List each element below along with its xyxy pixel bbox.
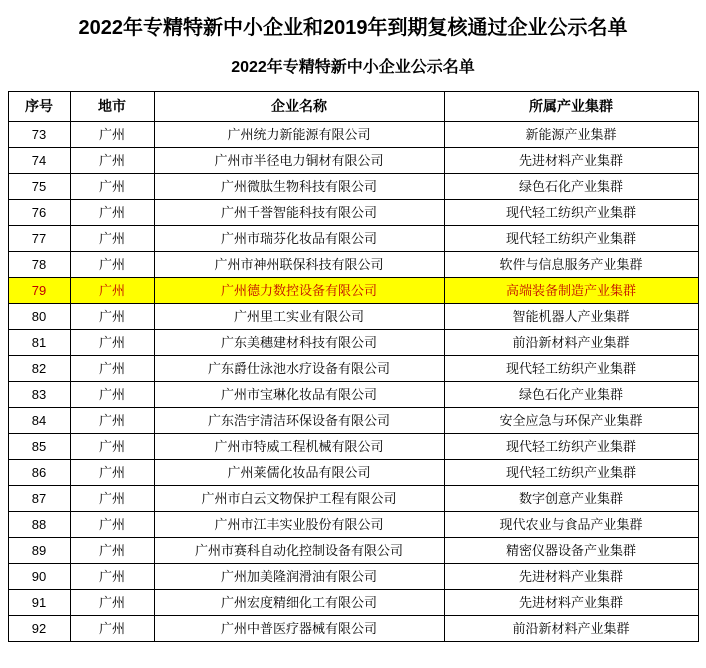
cell-enterprise-name: 广州德力数控设备有限公司 (154, 278, 444, 304)
cell-cluster: 现代轻工纺织产业集群 (444, 356, 698, 382)
cell-cluster: 现代农业与食品产业集群 (444, 512, 698, 538)
cell-enterprise-name: 广州里工实业有限公司 (154, 304, 444, 330)
cell-no: 79 (8, 278, 70, 304)
cell-city: 广州 (70, 564, 154, 590)
cell-no: 85 (8, 434, 70, 460)
cell-city: 广州 (70, 330, 154, 356)
cell-city: 广州 (70, 590, 154, 616)
cell-city: 广州 (70, 122, 154, 148)
cell-cluster: 先进材料产业集群 (444, 148, 698, 174)
table-row (8, 356, 698, 382)
cell-no: 82 (8, 356, 70, 382)
cell-enterprise-name: 广州中普医疗器械有限公司 (154, 616, 444, 642)
cell-enterprise-name: 广东爵仕泳池水疗设备有限公司 (154, 356, 444, 382)
cell-city: 广州 (70, 538, 154, 564)
cell-cluster: 现代轻工纺织产业集群 (444, 226, 698, 252)
cell-cluster: 前沿新材料产业集群 (444, 330, 698, 356)
cell-enterprise-name: 广东浩宇清洁环保设备有限公司 (154, 408, 444, 434)
cell-no: 86 (8, 460, 70, 486)
cell-city: 广州 (70, 616, 154, 642)
table-row (8, 590, 698, 616)
cell-cluster: 现代轻工纺织产业集群 (444, 434, 698, 460)
table-row (8, 408, 698, 434)
cell-no: 75 (8, 174, 70, 200)
cell-city: 广州 (70, 252, 154, 278)
table-row (8, 382, 698, 408)
cell-no: 76 (8, 200, 70, 226)
cell-cluster: 绿色石化产业集群 (444, 174, 698, 200)
table-row (8, 278, 698, 304)
table-row (8, 252, 698, 278)
cell-cluster: 先进材料产业集群 (444, 564, 698, 590)
table-header-row (8, 92, 698, 122)
cell-enterprise-name: 广州市赛科自动化控制设备有限公司 (154, 538, 444, 564)
cell-no: 80 (8, 304, 70, 330)
cell-cluster: 智能机器人产业集群 (444, 304, 698, 330)
cell-enterprise-name: 广州市宝琳化妆品有限公司 (154, 382, 444, 408)
document-subtitle: 2022年专精特新中小企业公示名单 (231, 59, 475, 76)
cell-cluster: 安全应急与环保产业集群 (444, 408, 698, 434)
table-row (8, 226, 698, 252)
cell-cluster: 精密仪器设备产业集群 (444, 538, 698, 564)
column-header-name: 企业名称 (154, 92, 444, 122)
cell-no: 88 (8, 512, 70, 538)
cell-city: 广州 (70, 408, 154, 434)
cell-enterprise-name: 广州市瑞芬化妆品有限公司 (154, 226, 444, 252)
cell-enterprise-name: 广东美穗建材科技有限公司 (154, 330, 444, 356)
cell-no: 81 (8, 330, 70, 356)
cell-enterprise-name: 广州市半径电力铜材有限公司 (154, 148, 444, 174)
cell-city: 广州 (70, 486, 154, 512)
cell-cluster: 数字创意产业集群 (444, 486, 698, 512)
cell-no: 87 (8, 486, 70, 512)
table-row (8, 564, 698, 590)
cell-no: 84 (8, 408, 70, 434)
cell-enterprise-name: 广州加美隆润滑油有限公司 (154, 564, 444, 590)
cell-enterprise-name: 广州统力新能源有限公司 (154, 122, 444, 148)
table-row (8, 616, 698, 642)
table-row (8, 122, 698, 148)
cell-enterprise-name: 广州市特威工程机械有限公司 (154, 434, 444, 460)
table-row (8, 512, 698, 538)
table-row (8, 434, 698, 460)
cell-no: 89 (8, 538, 70, 564)
cell-city: 广州 (70, 226, 154, 252)
cell-city: 广州 (70, 304, 154, 330)
cell-no: 77 (8, 226, 70, 252)
cell-city: 广州 (70, 434, 154, 460)
table-row (8, 200, 698, 226)
column-header-city: 地市 (70, 92, 154, 122)
cell-cluster: 高端装备制造产业集群 (444, 278, 698, 304)
table-row (8, 330, 698, 356)
cell-city: 广州 (70, 278, 154, 304)
document-title: 2022年专精特新中小企业和2019年到期复核通过企业公示名单 (78, 17, 628, 39)
cell-enterprise-name: 广州莱儒化妆品有限公司 (154, 460, 444, 486)
table-body (8, 122, 698, 642)
cell-cluster: 软件与信息服务产业集群 (444, 252, 698, 278)
cell-city: 广州 (70, 200, 154, 226)
table-row (8, 148, 698, 174)
cell-city: 广州 (70, 174, 154, 200)
cell-city: 广州 (70, 512, 154, 538)
column-header-no: 序号 (8, 92, 70, 122)
cell-enterprise-name: 广州微肽生物科技有限公司 (154, 174, 444, 200)
cell-enterprise-name: 广州市白云文物保护工程有限公司 (154, 486, 444, 512)
cell-cluster: 前沿新材料产业集群 (444, 616, 698, 642)
table-row (8, 486, 698, 512)
cell-no: 92 (8, 616, 70, 642)
cell-no: 78 (8, 252, 70, 278)
cell-no: 91 (8, 590, 70, 616)
cell-city: 广州 (70, 356, 154, 382)
cell-cluster: 先进材料产业集群 (444, 590, 698, 616)
table-row (8, 460, 698, 486)
table-row (8, 538, 698, 564)
cell-enterprise-name: 广州市江丰实业股份有限公司 (154, 512, 444, 538)
cell-enterprise-name: 广州市神州联保科技有限公司 (154, 252, 444, 278)
cell-enterprise-name: 广州宏度精细化工有限公司 (154, 590, 444, 616)
cell-no: 74 (8, 148, 70, 174)
cell-city: 广州 (70, 460, 154, 486)
cell-no: 90 (8, 564, 70, 590)
table-row (8, 174, 698, 200)
cell-no: 73 (8, 122, 70, 148)
cell-city: 广州 (70, 382, 154, 408)
table-row (8, 304, 698, 330)
cell-cluster: 现代轻工纺织产业集群 (444, 200, 698, 226)
enterprise-listing-table (8, 91, 699, 642)
cell-no: 83 (8, 382, 70, 408)
cell-cluster: 绿色石化产业集群 (444, 382, 698, 408)
cell-cluster: 现代轻工纺织产业集群 (444, 460, 698, 486)
cell-enterprise-name: 广州千誉智能科技有限公司 (154, 200, 444, 226)
column-header-cluster: 所属产业集群 (444, 92, 698, 122)
cell-city: 广州 (70, 148, 154, 174)
cell-cluster: 新能源产业集群 (444, 122, 698, 148)
